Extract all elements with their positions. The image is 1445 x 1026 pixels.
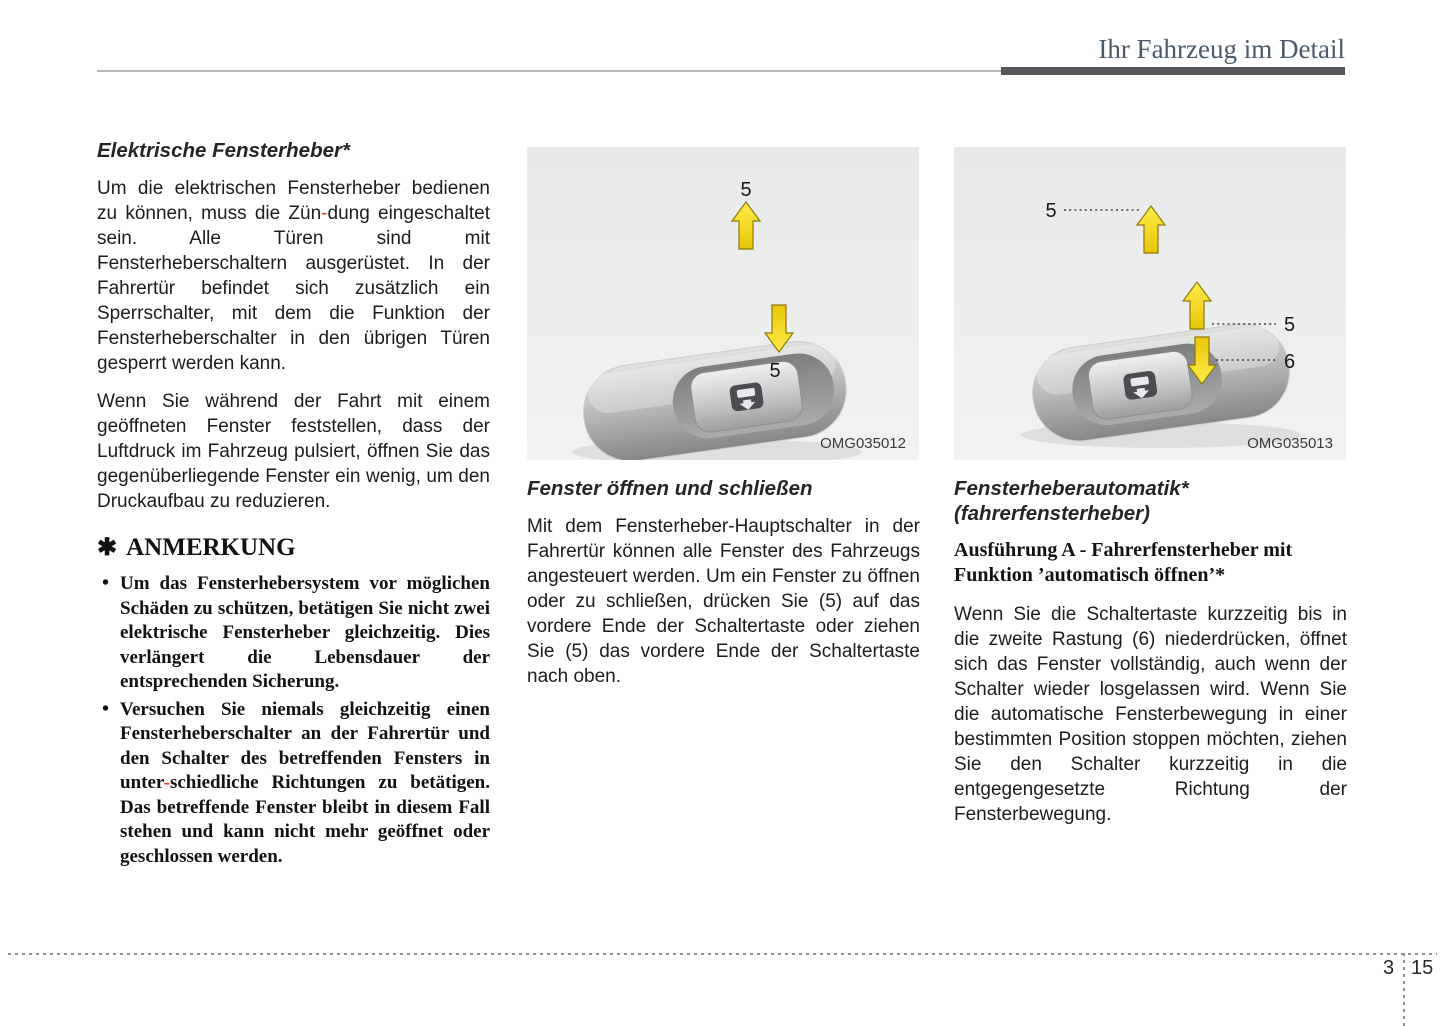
right-heading-line2: (fahrerfensterheber) <box>954 502 1150 525</box>
middle-heading: Fenster öffnen und schließen <box>527 477 813 500</box>
figure-label-5-bottom: 5 <box>769 360 781 382</box>
footer-chapter-number: 3 <box>1383 957 1395 979</box>
red-hyphen: - <box>163 772 170 793</box>
right-paragraph: Wenn Sie die Schaltertaste kurzzeitig bis in die zweite Rastung (6) niederdrücken, öffnet sich das Fenster vollständig, auch wenn der Schalter wieder losgelassen wird. Wenn Sie die automatische Fensterbewegung in einer bestimmten Position stoppen möchten, ziehen Sie den Schalter kurzzeitig in die entgegengesetzte Richtung der Fensterbewegung. <box>954 604 1347 825</box>
figure-label-5-top: 5 <box>1045 200 1057 222</box>
note-bullet-2 <box>97 698 490 870</box>
left-heading: Elektrische Fensterheber* <box>97 139 350 162</box>
note-heading <box>97 534 490 562</box>
window-icon <box>729 382 764 412</box>
figure-label-5-top: 5 <box>740 179 752 201</box>
right-column <box>954 147 1347 840</box>
window-switch-illustration <box>527 147 919 460</box>
switch-body <box>577 335 852 460</box>
figure-caption: OMG035012 <box>820 435 906 452</box>
arrow-up-icon <box>1137 206 1165 253</box>
note-bullet-2-text: Versuchen Sie niemals gleichzeitig einen Fensterheberschalter an der Fahrertür und den Schalter des betreffenden Fensters in unter <box>120 698 490 793</box>
figure-window-switch-auto <box>954 147 1346 460</box>
left-column <box>97 138 490 872</box>
arrow-up-second-icon <box>1183 282 1211 329</box>
window-switch-auto-illustration <box>954 147 1346 460</box>
left-paragraph-1-text: Um die elektrischen Fensterheber bedienen zu können, muss die Zün <box>97 178 490 224</box>
arrow-up-icon <box>732 202 760 249</box>
note-title: ANMERKUNG <box>126 534 296 561</box>
note-bullet-2-rest: schiedliche Richtungen zu betätigen. Das betreffende Fenster bleibt in diesem Fall stehen und kann nicht mehr geöffnet oder geschlossen werden. <box>120 772 490 867</box>
left-paragraph-1-rest: dung eingeschaltet sein. Alle Türen sind mit Fensterheberschaltern ausgerüstet. In der Fahrertür befindet sich zusätzlich ein Sperrschalter, mit dem die Funktion der Fensterheberschalter in den übrigen Türen gesperrt werden kann. <box>97 203 490 374</box>
right-heading-line1: Fensterheberautomatik* <box>954 477 1189 500</box>
figure-label-5-mid: 5 <box>1284 314 1296 336</box>
figure-caption: OMG035013 <box>1247 435 1333 452</box>
figure-label-6: 6 <box>1284 351 1296 373</box>
middle-column <box>527 147 920 702</box>
header-bar <box>1001 67 1345 75</box>
right-subheading: Ausführung A - Fahrerfensterheber mit Funktion ’automatisch öffnen’* <box>954 539 1293 586</box>
asterisk-icon: ✱ <box>97 535 118 561</box>
footer-vertical-rule <box>1403 953 1405 1026</box>
figure-window-switch <box>527 147 919 460</box>
note-bullet-1: • Um das Fensterhebersystem vor möglichen Schäden zu schützen, betätigen Sie nicht zwei elektrische Fensterheber gleichzeitig. Dies verlängert die Lebensdauer der entsprechenden Sicherung. <box>97 572 490 695</box>
right-heading <box>954 476 1347 526</box>
window-icon <box>1123 370 1158 400</box>
footer-dashed-rule <box>8 953 1437 955</box>
left-paragraph-2: Wenn Sie während der Fahrt mit einem geöffneten Fenster feststellen, dass der Luftdruck im Fahrzeug pulsiert, öffnen Sie das gegenüberliegende Fenster ein wenig, um den Druckaufbau zu reduzieren. <box>97 391 490 512</box>
footer-page-number: 15 <box>1411 957 1434 979</box>
middle-paragraph: Mit dem Fensterheber-Hauptschalter in der Fahrertür können alle Fenster des Fahrzeugs angesteuert werden. Um ein Fenster zu öffnen oder zu schließen, drücken Sie (5) auf das vordere Ende der Schaltertaste oder ziehen Sie (5) das vordere Ende der Schaltertaste nach oben. <box>527 516 920 687</box>
red-hyphen: - <box>321 203 328 224</box>
left-paragraph-1 <box>97 176 490 376</box>
note-list <box>97 572 490 869</box>
page-title: Ihr Fahrzeug im Detail <box>1098 34 1345 64</box>
